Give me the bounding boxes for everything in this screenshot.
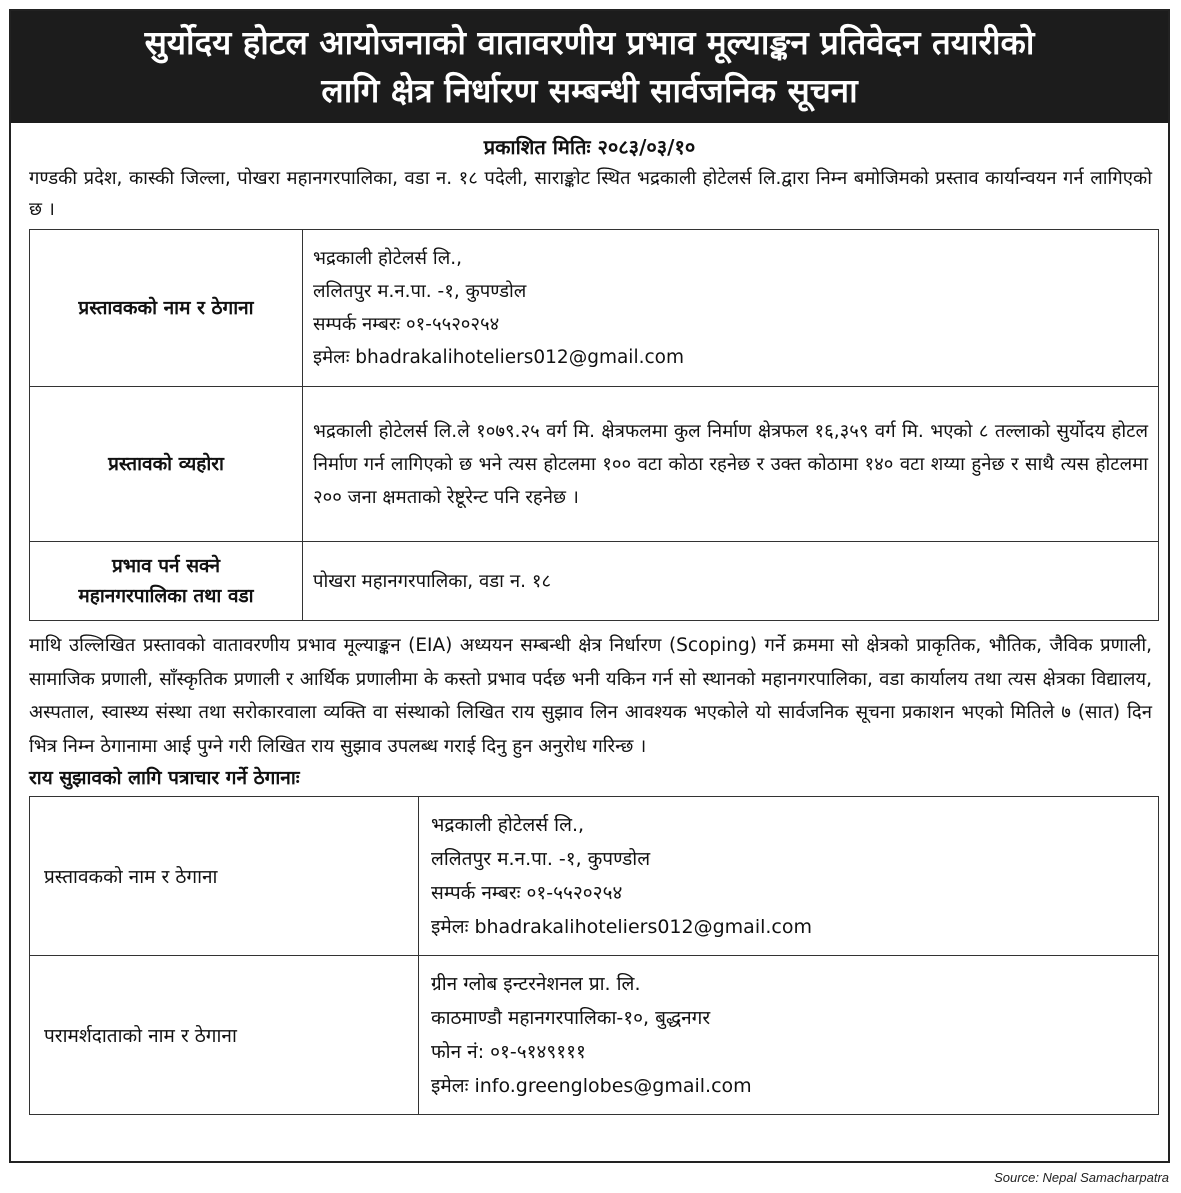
affected-area-label xyxy=(30,542,303,621)
table-row xyxy=(30,956,1159,1115)
table-row xyxy=(30,542,1159,621)
contact-section-title: राय सुझावको लागि पत्राचार गर्ने ठेगानाः xyxy=(29,767,300,789)
proponent-details xyxy=(303,230,1159,387)
proponent-name: भद्रकाली होटेलर्स लि., xyxy=(313,248,463,269)
proponent-email: इमेलः bhadrakalihoteliers012@gmail.com xyxy=(313,347,684,368)
table-row xyxy=(30,387,1159,542)
proponent-address: ललितपुर म.न.पा. -१, कुपण्डोल xyxy=(313,281,527,302)
contact-proponent-email: इमेलः bhadrakalihoteliers012@gmail.com xyxy=(431,916,812,938)
affected-area-label-line-2: महानगरपालिका तथा वडा xyxy=(78,585,254,607)
body-paragraph: माथि उल्लिखित प्रस्तावको वातावरणीय प्रभाव मूल्याङ्कन (EIA) अध्ययन सम्बन्धी क्षेत्र निर्धारण (Scoping) गर्ने क्रममा सो क्षेत्रको प्राकृतिक, भौतिक, जैविक प्रणाली, सामाजिक प्रणाली, साँस्कृतिक प्रणाली र आर्थिक प्रणालीमा के कस्तो प्रभाव पर्दछ भनी यकिन गर्न सो स्थानको महानगरपालिका, वडा कार्यालय तथा त्यस क्षेत्रका विद्यालय, अस्पताल, स्वास्थ्य संस्था तथा सरोकारवाला व्यक्ति वा संस्थाको लिखित राय सुझाव लिन आवश्यक भएकोले यो सार्वजनिक सूचना प्रकाशन भएको मितिले ७ (सात) दिन भित्र निम्न ठेगानामा आई पुग्ने गरी लिखित राय सुझाव उपलब्ध गराई दिनु हुन अनुरोध गरिन्छ । xyxy=(29,635,1152,757)
table-row xyxy=(30,797,1159,956)
contact-proponent-name: भद्रकाली होटेलर्स लि., xyxy=(431,814,585,836)
consultant-phone: फोन नं: ०१-५१४९१११ xyxy=(431,1041,586,1063)
notice-title-line-1: सुर्योदय होटल आयोजनाको वातावरणीय प्रभाव मूल्याङ्कन प्रतिवेदन तयारीको xyxy=(144,23,1035,62)
contact-proponent-label: प्रस्तावकको नाम र ठेगाना xyxy=(30,797,419,956)
contact-proponent-details xyxy=(419,797,1159,956)
public-notice xyxy=(9,9,1170,1163)
consultant-details xyxy=(419,956,1159,1115)
proposal-description: भद्रकाली होटेलर्स लि.ले १०७९.२५ वर्ग मि. क्षेत्रफलमा कुल निर्माण क्षेत्रफल १६,३५९ वर्ग मि. भएको ८ तल्लाको सुर्योदय होटल निर्माण गर्न लागिएको छ भने त्यस होटलमा १०० वटा कोठा रहनेछ र उक्त कोठामा १४० वटा शय्या हुनेछ र साथै त्यस होटलमा २०० जना क्षमताको रेष्टूरेन्ट पनि रहनेछ । xyxy=(303,387,1159,542)
table-row xyxy=(30,230,1159,387)
consultant-label: परामर्शदाताको नाम र ठेगाना xyxy=(30,956,419,1115)
proponent-label: प्रस्तावकको नाम र ठेगाना xyxy=(30,230,303,387)
contact-proponent-phone: सम्पर्क नम्बरः ०१-५५२०२५४ xyxy=(431,882,623,904)
proposal-description-label: प्रस्तावको व्यहोरा xyxy=(30,387,303,542)
publish-date: प्रकाशित मितिः २०८३/०३/१० xyxy=(483,135,696,159)
source-credit: Source: Nepal Samacharpatra xyxy=(994,1170,1169,1185)
contact-table xyxy=(29,796,1159,1115)
intro-paragraph: गण्डकी प्रदेश, कास्की जिल्ला, पोखरा महानगरपालिका, वडा न. १८ पदेली, साराङ्कोट स्थित भद्रकाली होटेलर्स लि.द्वारा निम्न बमोजिमको प्रस्ताव कार्यान्वयन गर्न लागिएको छ । xyxy=(29,168,1152,220)
consultant-address: काठमाण्डौ महानगरपालिका-१०, बुद्धनगर xyxy=(431,1007,711,1029)
notice-title-line-2: लागि क्षेत्र निर्धारण सम्बन्धी सार्वजनिक सूचना xyxy=(321,71,858,110)
affected-area-label-line-1: प्रभाव पर्न सक्ने xyxy=(111,555,221,577)
notice-header xyxy=(11,11,1168,123)
contact-proponent-address: ललितपुर म.न.पा. -१, कुपण्डोल xyxy=(431,848,651,870)
consultant-name: ग्रीन ग्लोब इन्टरनेशनल प्रा. लि. xyxy=(431,973,641,995)
proposal-info-table xyxy=(29,229,1159,621)
affected-area: पोखरा महानगरपालिका, वडा न. १८ xyxy=(303,542,1159,621)
proponent-phone: सम्पर्क नम्बरः ०१-५५२०२५४ xyxy=(313,314,500,335)
consultant-email: इमेलः info.greenglobes@gmail.com xyxy=(431,1075,752,1097)
